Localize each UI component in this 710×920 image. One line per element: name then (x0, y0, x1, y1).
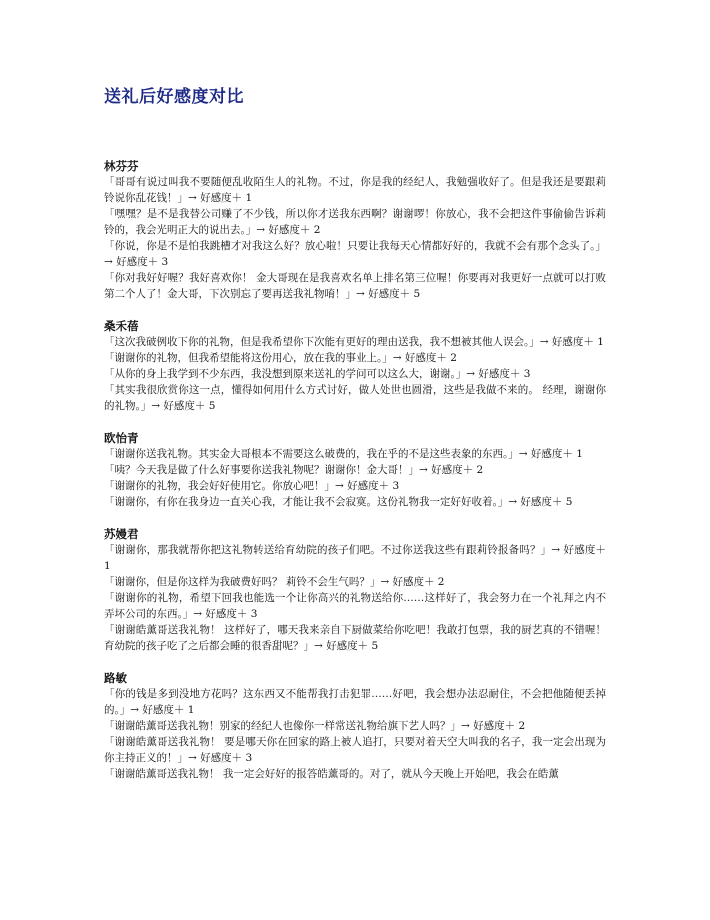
section-ou-yiqing (104, 430, 606, 510)
quote-line: 「谢谢你，有你在我身边一直关心我，才能让我不会寂寞。这份礼物我一定好好收着。」→ 好感度＋ 5 (104, 496, 573, 508)
quote-line: 「从你的身上我学到不少东西，我没想到原来送礼的学问可以这么大，谢谢。」→ 好感度＋ 3 (104, 368, 531, 380)
quote-line: 「谢谢你送我礼物。其实金大哥根本不需要这么破费的，我在乎的不是这些表象的东西。」→ 好感度＋ 1 (104, 448, 583, 460)
section-name: 欧怡青 (104, 431, 139, 445)
section-lu-min (104, 670, 606, 782)
quote-line: 「谢谢皓薰哥送我礼物！ 这样好了，哪天我来亲自下厨做菜给你吃吧！我敢打包票，我的厨艺真的不错喔！育幼院的孩子吃了之后都会睡的很香甜呢？」→ 好感度＋ 5 (104, 624, 606, 652)
quote-line: 「其实我很欣赏你这一点，懂得如何用什么方式讨好，做人处世也圆滑，这些是我做不来的。 经理，谢谢你的礼物。」→ 好感度＋ 5 (104, 384, 606, 412)
quote-line: 「谢谢皓薰哥送我礼物！ 我一定会好好的报答皓薰哥的。对了，就从今天晚上开始吧，我会在皓薰 (104, 768, 559, 780)
quote-line: 「咦？今天我是做了什么好事要你送我礼物呢？谢谢你！金大哥！」→ 好感度＋ 2 (104, 464, 484, 476)
quote-line: 「哥哥有说过叫我不要随便乱收陌生人的礼物。不过，你是我的经纪人，我勉强收好了。但是我还是要跟莉铃说你乱花钱！」→ 好感度＋ 1 (104, 176, 606, 204)
section-lin-fenfen (104, 158, 606, 302)
section-name: 林芬芬 (104, 159, 139, 173)
section-sang-hebei (104, 318, 606, 414)
section-name: 路敏 (104, 671, 127, 685)
quote-line: 「嘿嘿？是不是我替公司赚了不少钱，所以你才送我东西啊？谢谢啰！你放心，我不会把这件事偷偷告诉莉铃的，我会光明正大的说出去。」→ 好感度＋ 2 (104, 208, 606, 236)
quote-line: 「你说，你是不是怕我跳槽才对我这么好？放心啦！只要让我每天心情都好好的，我就不会有那个念头了。」→ 好感度＋ 3 (104, 240, 606, 268)
quote-line: 「这次我破例收下你的礼物，但是我希望你下次能有更好的理由送我，我不想被其他人误会。」→ 好感度＋ 1 (104, 336, 604, 348)
quote-line: 「谢谢你的礼物，但我希望能将这份用心，放在我的事业上。」→ 好感度＋ 2 (104, 352, 457, 364)
quote-line: 「谢谢你，那我就帮你把这礼物转送给育幼院的孩子们吧。不过你送我这些有跟莉铃报备吗？」→ 好感度＋ 1 (104, 544, 606, 572)
quote-line: 「你的钱是多到没地方花吗？这东西又不能帮我打击犯罪……好吧，我会想办法忍耐住，不会把他随便丢掉的。」→ 好感度＋ 1 (104, 688, 606, 716)
section-su-manjun (104, 526, 606, 654)
quote-line: 「谢谢你，但是你这样为我破费好吗？ 莉铃不会生气吗？」→ 好感度＋ 2 (104, 576, 445, 588)
page-title: 送礼后好感度对比 (104, 87, 244, 107)
quote-line: 「谢谢皓薰哥送我礼物！别家的经纪人也像你一样常送礼物给旗下艺人吗？」→ 好感度＋ 2 (104, 720, 526, 732)
sections (104, 158, 606, 798)
section-name: 桑禾蓓 (104, 319, 139, 333)
quote-line: 「谢谢你的礼物，我会好好使用它。你放心吧！」→ 好感度＋ 3 (104, 480, 400, 492)
quote-line: 「谢谢你的礼物，希望下回我也能选一个让你高兴的礼物送给你……这样好了，我会努力在一个礼拜之内不弄坏公司的东西。」→ 好感度＋ 3 (104, 592, 606, 620)
section-name: 苏嫚君 (104, 527, 139, 541)
quote-line: 「你对我好好喔？我好喜欢你！ 金大哥现在是我喜欢名单上排名第三位喔！你要再对我更好一点就可以打败第二个人了！金大哥，下次别忘了要再送我礼物唷！」→ 好感度＋ 5 (104, 272, 606, 300)
quote-line: 「谢谢皓薰哥送我礼物！ 要是哪天你在回家的路上被人追打，只要对着天空大叫我的名子，我一定会出现为你主持正义的！」→ 好感度＋ 3 (104, 736, 606, 764)
